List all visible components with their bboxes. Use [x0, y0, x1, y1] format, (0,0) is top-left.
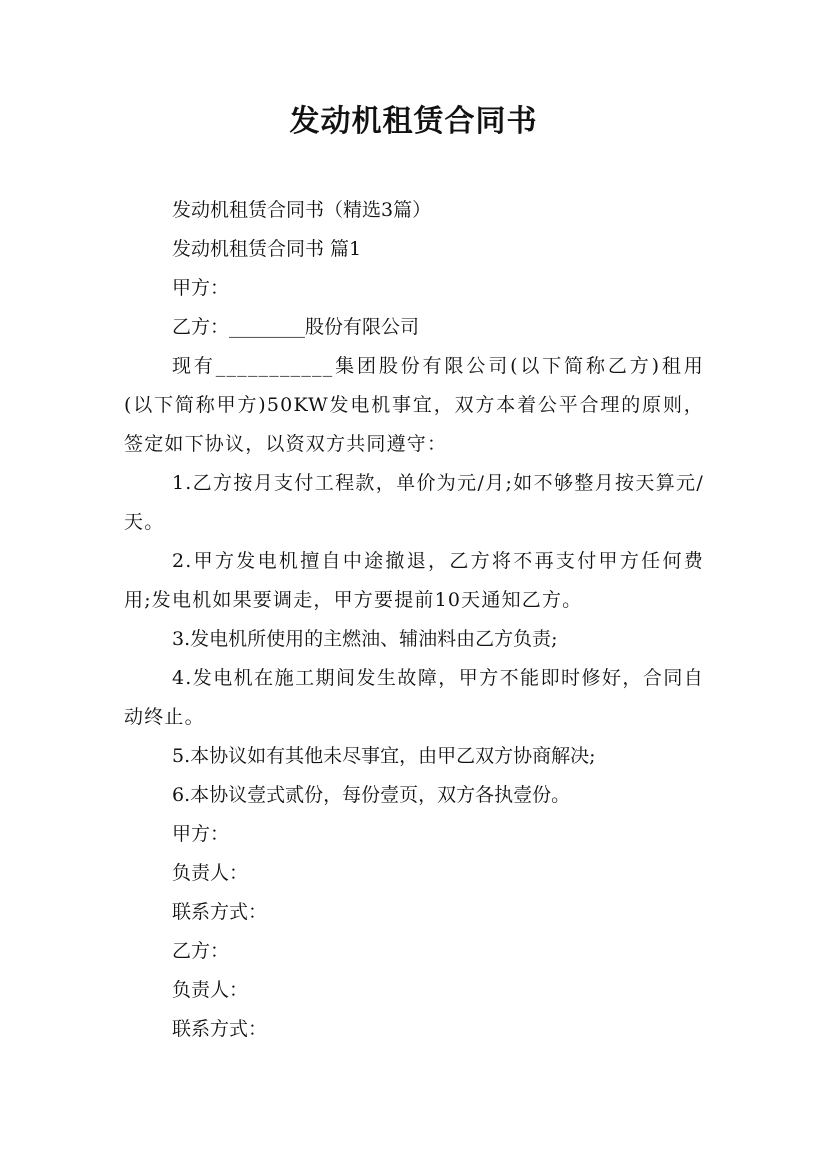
clause-4: 4.发电机在施工期间发生故障，甲方不能即时修好，合同自动终止。	[124, 667, 704, 728]
signature-party-b-contact: 联系方式：	[172, 1018, 268, 1040]
intro-paragraph: 现有___________集团股份有限公司(以下简称乙方)租用 (以下简称甲方)50KW发电机事宜，双方本着公平合理的原则，签定如下协议，以资双方共同遵守：	[124, 355, 704, 455]
party-b-label: 乙方：________股份有限公司	[172, 316, 420, 338]
clause-2: 2.甲方发电机擅自中途撤退，乙方将不再支付甲方任何费用;发电机如果要调走，甲方要提前10天通知乙方。	[124, 550, 704, 611]
clause-5: 5.本协议如有其他未尽事宜，由甲乙双方协商解决;	[172, 745, 596, 767]
document-title: 发动机租赁合同书	[289, 104, 538, 139]
clause-1: 1.乙方按月支付工程款，单价为元/月;如不够整月按天算元/天。	[124, 472, 704, 533]
signature-party-a-person: 负责人：	[172, 862, 249, 884]
party-a-label: 甲方：	[172, 277, 230, 299]
subtitle-paragraph: 发动机租赁合同书（精选3篇）	[172, 199, 432, 221]
document-body	[124, 191, 704, 1049]
clause-6: 6.本协议壹式贰份，每份壹页，双方各执壹份。	[172, 784, 571, 806]
signature-party-a-contact: 联系方式：	[172, 901, 268, 923]
section-heading: 发动机租赁合同书 篇1	[172, 238, 362, 260]
signature-party-a: 甲方：	[172, 823, 230, 845]
signature-party-b-person: 负责人：	[172, 979, 249, 1001]
signature-party-b: 乙方：	[172, 940, 230, 962]
clause-3: 3.发电机所使用的主燃油、辅油料由乙方负责;	[172, 628, 558, 650]
